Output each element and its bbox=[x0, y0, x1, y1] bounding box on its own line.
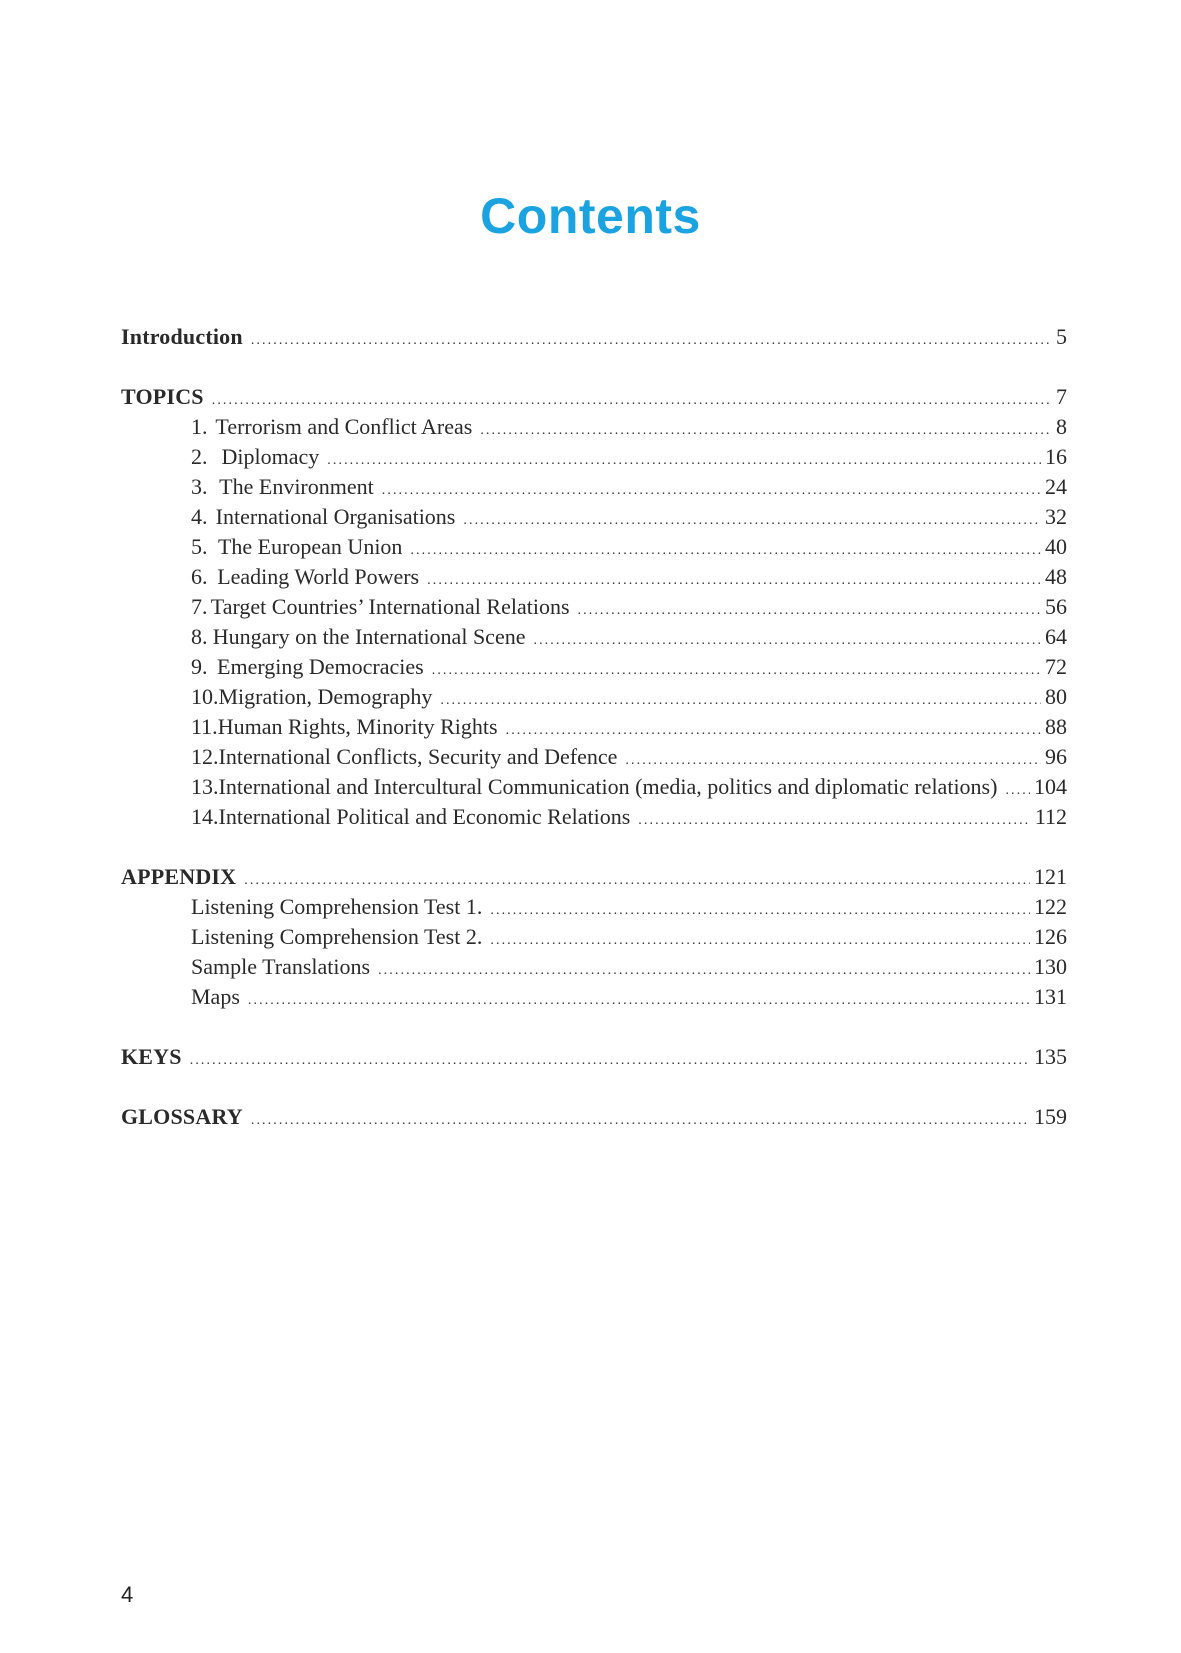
toc-page-number: 135 bbox=[1034, 1044, 1067, 1069]
toc-entry bbox=[121, 562, 1067, 592]
table-of-contents bbox=[121, 322, 1067, 1132]
toc-entry-label: The Environment bbox=[219, 474, 374, 499]
toc-entry bbox=[121, 982, 1067, 1012]
toc-entry-number: 11. bbox=[191, 714, 218, 739]
dot-leader bbox=[251, 1106, 1030, 1136]
toc-entry bbox=[121, 682, 1067, 712]
toc-entry-label: Sample Translations bbox=[191, 954, 371, 979]
toc-entry-number: 12. bbox=[191, 744, 219, 769]
toc-page-number: 104 bbox=[1034, 774, 1067, 799]
dot-leader bbox=[490, 926, 1030, 956]
toc-heading-row bbox=[121, 1102, 1067, 1132]
toc-page-number: 131 bbox=[1034, 984, 1067, 1009]
toc-entry bbox=[121, 442, 1067, 472]
toc-entry bbox=[121, 502, 1067, 532]
toc-heading-label: TOPICS bbox=[121, 384, 204, 409]
toc-page-number: 121 bbox=[1034, 864, 1067, 889]
toc-entry bbox=[121, 622, 1067, 652]
toc-entry-label: Migration, Demography bbox=[218, 684, 433, 709]
toc-entry bbox=[121, 592, 1067, 622]
dot-leader bbox=[382, 476, 1041, 506]
page-number: 4 bbox=[121, 1582, 134, 1607]
dot-leader bbox=[327, 446, 1041, 476]
toc-entry-label: International Organisations bbox=[215, 504, 456, 529]
toc-heading-label: KEYS bbox=[121, 1044, 182, 1069]
toc-entry-number: 4. bbox=[191, 504, 208, 529]
toc-entry bbox=[121, 922, 1067, 952]
toc-heading-row bbox=[121, 382, 1067, 412]
toc-entry bbox=[121, 742, 1067, 772]
toc-entry-number: 8. bbox=[191, 624, 208, 649]
toc-entry-label: International Political and Economic Relations bbox=[218, 804, 631, 829]
toc-section bbox=[121, 382, 1067, 832]
toc-section bbox=[121, 862, 1067, 1012]
toc-heading-label: Introduction bbox=[121, 324, 243, 349]
toc-page-number: 159 bbox=[1034, 1104, 1067, 1129]
toc-page-number: 16 bbox=[1045, 444, 1067, 469]
toc-entry-label: Emerging Democracies bbox=[217, 654, 424, 679]
dot-leader bbox=[463, 506, 1041, 536]
toc-entry-number: 5. bbox=[191, 534, 208, 559]
toc-entry-number: 2. bbox=[191, 444, 208, 469]
toc-entry-number: 3. bbox=[191, 474, 208, 499]
toc-entry-label: Hungary on the International Scene bbox=[212, 624, 526, 649]
toc-entry-number: 13. bbox=[191, 774, 219, 799]
toc-entry-label: Terrorism and Conflict Areas bbox=[215, 414, 473, 439]
dot-leader bbox=[490, 896, 1030, 926]
toc-section bbox=[121, 322, 1067, 352]
dot-leader bbox=[190, 1046, 1030, 1076]
toc-entry-label: The European Union bbox=[217, 534, 403, 559]
toc-entry-label: Listening Comprehension Test 2. bbox=[191, 924, 483, 949]
dot-leader bbox=[578, 596, 1041, 626]
toc-entry-label: Diplomacy bbox=[221, 444, 320, 469]
toc-page-number: 24 bbox=[1045, 474, 1067, 499]
toc-page-number: 32 bbox=[1045, 504, 1067, 529]
toc-entry-label: Target Countries’ International Relations bbox=[210, 594, 570, 619]
dot-leader bbox=[440, 686, 1041, 716]
toc-heading-row bbox=[121, 862, 1067, 892]
toc-page-number: 56 bbox=[1045, 594, 1067, 619]
toc-page-number: 130 bbox=[1034, 954, 1067, 979]
toc-entry-number: 7. bbox=[191, 594, 208, 619]
toc-page-number: 64 bbox=[1045, 624, 1067, 649]
toc-page-number: 72 bbox=[1045, 654, 1067, 679]
toc-page-number: 48 bbox=[1045, 564, 1067, 589]
toc-section bbox=[121, 1042, 1067, 1072]
toc-page-number: 96 bbox=[1045, 744, 1067, 769]
toc-page-number: 5 bbox=[1056, 324, 1067, 349]
toc-entry bbox=[121, 892, 1067, 922]
toc-entry-label: Listening Comprehension Test 1. bbox=[191, 894, 483, 919]
toc-entry-number: 10. bbox=[191, 684, 219, 709]
toc-entry bbox=[121, 532, 1067, 562]
toc-entry-number: 1. bbox=[191, 414, 208, 439]
toc-entry-number: 14. bbox=[191, 804, 219, 829]
toc-entry bbox=[121, 952, 1067, 982]
toc-heading-label: APPENDIX bbox=[121, 864, 237, 889]
toc-entry-number: 9. bbox=[191, 654, 208, 679]
toc-section bbox=[121, 1102, 1067, 1132]
toc-entry bbox=[121, 652, 1067, 682]
dot-leader bbox=[378, 956, 1030, 986]
toc-entry-label: International Conflicts, Security and Defence bbox=[218, 744, 618, 769]
toc-page-number: 112 bbox=[1034, 804, 1067, 829]
toc-heading-label: GLOSSARY bbox=[121, 1104, 243, 1129]
toc-entry-label: International and Intercultural Communication (media, politics and diplomatic relations) bbox=[218, 774, 998, 799]
dot-leader bbox=[533, 626, 1041, 656]
toc-page-number: 88 bbox=[1045, 714, 1067, 739]
dot-leader bbox=[248, 986, 1030, 1016]
toc-heading-row bbox=[121, 322, 1067, 352]
toc-entry-label: Leading World Powers bbox=[217, 564, 420, 589]
toc-entry-label: Human Rights, Minority Rights bbox=[217, 714, 498, 739]
dot-leader bbox=[432, 656, 1041, 686]
dot-leader bbox=[638, 806, 1031, 836]
toc-entry-number: 6. bbox=[191, 564, 208, 589]
toc-heading-row bbox=[121, 1042, 1067, 1072]
page-title: Contents bbox=[480, 187, 701, 244]
toc-page-number: 7 bbox=[1056, 384, 1067, 409]
toc-entry bbox=[121, 412, 1067, 442]
dot-leader bbox=[1005, 776, 1030, 806]
toc-entry bbox=[121, 802, 1067, 832]
toc-page-number: 40 bbox=[1045, 534, 1067, 559]
toc-page-number: 8 bbox=[1056, 414, 1067, 439]
toc-page-number: 126 bbox=[1034, 924, 1067, 949]
toc-page-number: 80 bbox=[1045, 684, 1067, 709]
toc-page-number: 122 bbox=[1034, 894, 1067, 919]
dot-leader bbox=[480, 416, 1052, 446]
toc-entry bbox=[121, 772, 1067, 802]
toc-entry bbox=[121, 472, 1067, 502]
toc-entry bbox=[121, 712, 1067, 742]
dot-leader bbox=[410, 536, 1041, 566]
dot-leader bbox=[251, 326, 1052, 356]
toc-entry-label: Maps bbox=[191, 984, 240, 1009]
